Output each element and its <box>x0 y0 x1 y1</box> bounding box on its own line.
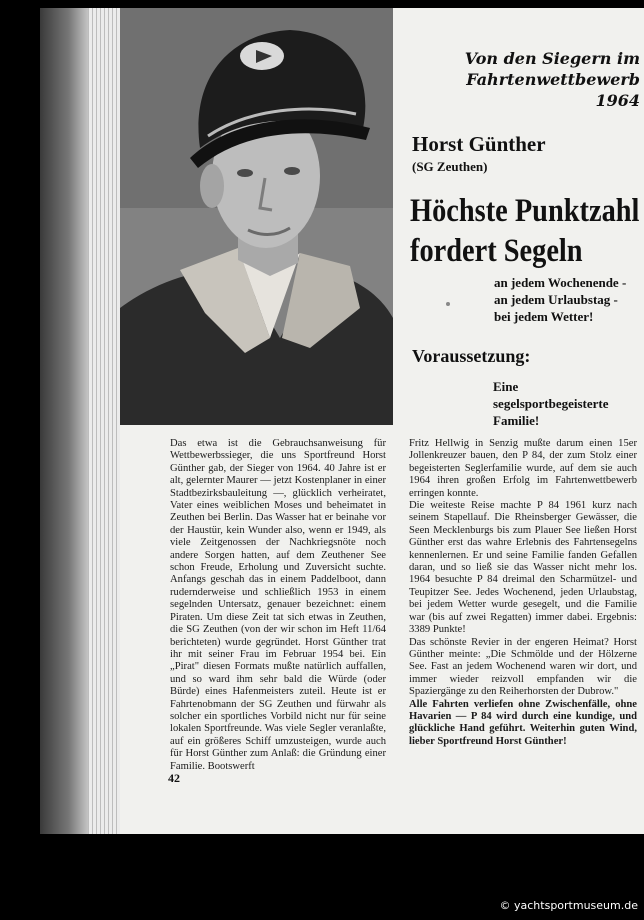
club-name: (SG Zeuthen) <box>412 159 488 174</box>
article-paragraph: Die weiteste Reise machte P 84 1961 kurz nach seinem Stapellauf. Die Rheinsberger Gewässer, die Seen Mecklenburgs bis zum Plauer See ließen Horst Günther erst das wahre Erlebnis des Fahrtensegelns kennenlernen. Er und seine Familie fanden Gefallen daran, und so ließ sie das Wasser nicht mehr los. 1964 besuchte P 84 dreimal den Scharmützel- und Teupitzer See. Jedes Wochenend, jeden Urlaubstag, bei jedem Wetter wurde gesegelt, und die Familie war (bis auf zwei Regatten) immer dabei. Ergebnis: 3389 Punkte! <box>409 500 637 636</box>
series-title-line-1: Von den Siegern im <box>464 49 640 68</box>
article-column-left <box>170 438 386 773</box>
page-number: 42 <box>168 771 180 785</box>
tagline-line-3: bei jedem Wetter! <box>494 309 594 324</box>
book-binding <box>40 8 122 834</box>
series-title-line-2: Fahrtenwettbewerb 1964 <box>466 70 640 110</box>
series-title <box>455 48 640 111</box>
headline-line-2: fordert Segeln <box>410 233 583 269</box>
tagline-line-1: an jedem Wochenende - <box>494 275 627 290</box>
headline <box>410 191 640 271</box>
prerequisite-heading: Voraussetzung: <box>412 346 531 366</box>
print-dot <box>446 302 450 306</box>
family-line-1: Eine <box>493 379 519 394</box>
article-paragraph: Das etwa ist die Gebrauchsanweisung für Wettbewerbssieger, die uns Sportfreund Horst Günther gab, der Sieger von 1964. 40 Jahre ist er alt, gelernter Maurer — jetzt Kostenplaner in einer Stadtbezirksbauleitung —, glücklich verheiratet, Vater eines weiblichen Moses und beheimatet in Zeuthen bei Berlin. Das Wasser hat er beinahe vor der Haustür, kein Wunder also, wenn er 1949, als viele Zeitgenossen der Nachkriegsnöte noch andere Sorgen hatten, auf dem Zeuthener See schon Freude, Erholung und Zuversicht suchte. Anfangs geschah das in einem Paddelboot, dann rudernderweise und schließlich 1953 in einem segelnden Untersatz, genauer bezeichnet: einem Piraten. Um diese Zeit tat sich etwas in Zeuthen, die SG Zeuthen (von der wir schon im Heft 11/64 berichteten) wurde gegründet. Horst Günther trat ihr mit seiner Frau im Februar 1954 bei. Ein „Pirat" diesen Formats mußte natürlich auffallen, und so ward ihm sehr bald die Würde (oder Bürde) eines Hafenmeisters zuteil. Heute ist er Fahrtenobmann der SG Zeuthen und fürwahr als solcher ein sportliches Vorbild nicht nur für seine lokalen Sportfreunde. Was viele Segler veranlaßte, auf ein größeres Schiff umzusteigen, wurde auch für Horst Günther zum Anlaß: die Gründung einer Familie. Bootswerft <box>170 438 386 772</box>
article-paragraph: Fritz Hellwig in Senzig mußte darum einen 15er Jollenkreuzer bauen, den P 84, der zum Stolz einer begeisterten Seglerfamilie wurde, auf dem sie auch 1964 ihren großen Erfolg im Fahrtenwettbewerb erringen konnte. <box>409 438 637 499</box>
copyright-watermark: © yachtsportmuseum.de <box>499 899 638 912</box>
magazine-page <box>120 8 644 834</box>
tagline-line-2: an jedem Urlaubstag - <box>494 292 618 307</box>
article-paragraph: Das schönste Revier in der engeren Heimat? Horst Günther meinte: „Die Schmölde und der Hölzerne See. Fast an jedem Wochenend waren wir dort, und immer wieder reizvoll empfanden wir die Spaziergänge zu den Reiherhorsten der Dubrow." <box>409 636 637 698</box>
family-line <box>493 378 633 429</box>
article-column-right <box>409 438 637 748</box>
family-line-3: Familie! <box>493 413 540 428</box>
family-line-2: segelsportbegeisterte <box>493 396 609 411</box>
person-name: Horst Günther <box>412 132 546 156</box>
headline-line-1: Höchste Punktzahl <box>410 193 640 229</box>
portrait-photo <box>120 8 393 425</box>
tagline <box>494 274 636 325</box>
article-closing-paragraph: Alle Fahrten verliefen ohne Zwischenfälle, ohne Havarien — P 84 wird durch eine kundige, und glückliche Hand geführt. Weiterhin guten Wind, lieber Sportfreund Horst Günther! <box>409 698 637 747</box>
